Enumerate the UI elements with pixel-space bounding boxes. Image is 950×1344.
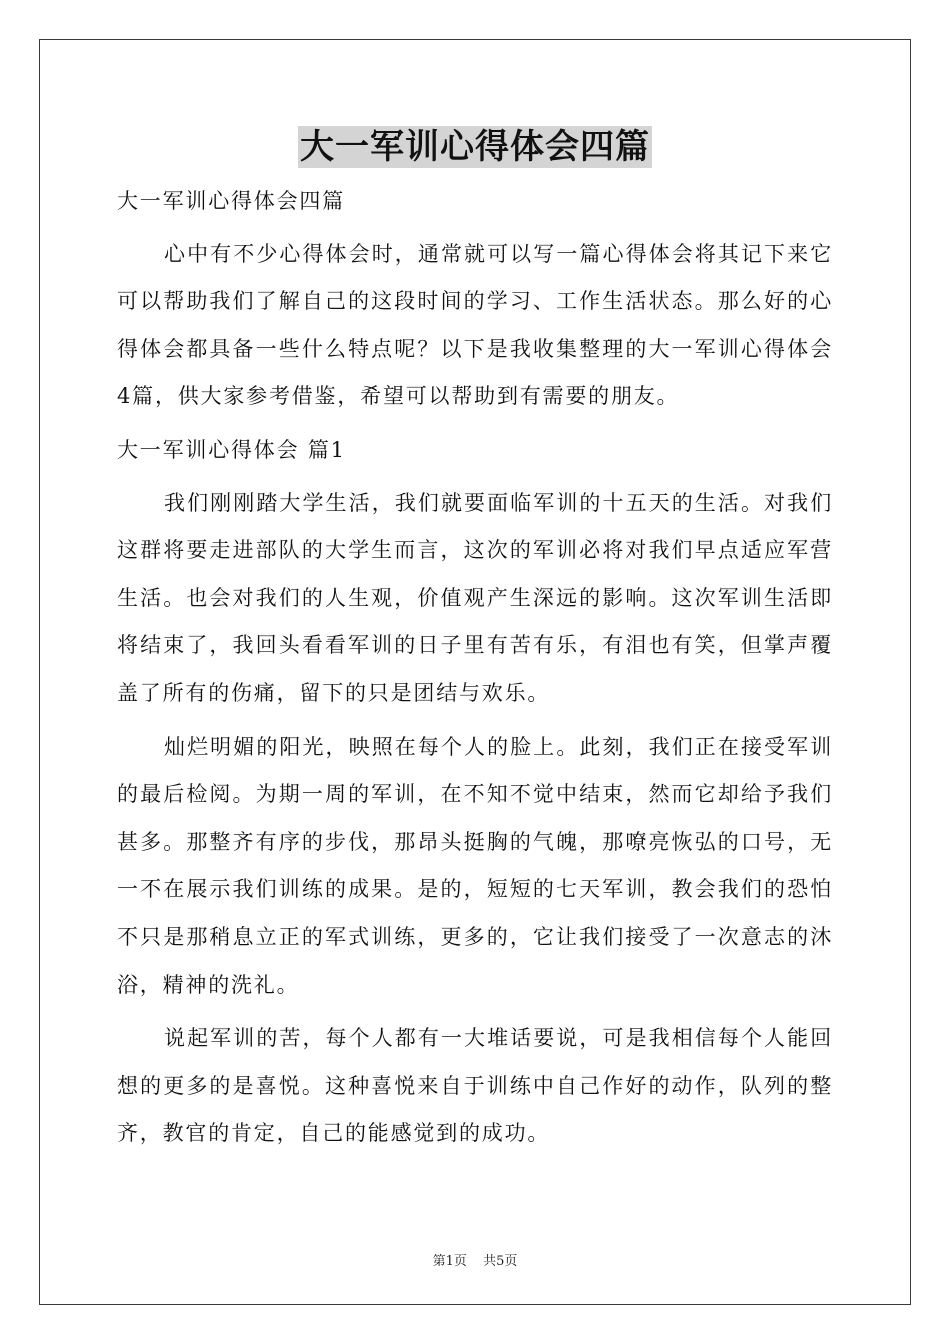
body-paragraph: 说起军训的苦，每个人都有一大堆话要说，可是我相信每个人能回想的更多的是喜悦。这种喜悦来自于训练中自己作好的动作，队列的整齐，教官的肯定，自己的能感觉到的成功。 (117, 1026, 833, 1146)
intro-paragraph: 心中有不少心得体会时，通常就可以写一篇心得体会将其记下来它可以帮助我们了解自己的这段时间的学习、工作生活状态。那么好的心得体会都具备一些什么特点呢？以下是我收集整理的大一军训心得体会4篇，供大家参考借鉴，希望可以帮助到有需要的朋友。 (117, 241, 833, 409)
page-footer (0, 1250, 950, 1269)
page-number-total: 共5页 (483, 1254, 518, 1269)
body-paragraph: 我们刚刚踏大学生活，我们就要面临军训的十五天的生活。对我们这群将要走进部队的大学生而言，这次的军训必将对我们早点适应军营生活。也会对我们的人生观，价值观产生深远的影响。这次军训生活即将结束了，我回头看看军训的日子里有苦有乐，有泪也有笑，但掌声覆盖了所有的伤痛，留下的只是团结与欢乐。 (117, 490, 833, 705)
document-body (117, 178, 833, 1164)
document-subtitle: 大一军训心得体会四篇 (117, 189, 345, 213)
page-number-current: 第1页 (432, 1254, 467, 1269)
section-heading: 大一军训心得体会 篇1 (117, 437, 346, 462)
document-title: 大一军训心得体会四篇 (300, 127, 650, 167)
body-paragraph: 灿烂明媚的阳光，映照在每个人的脸上。此刻，我们正在接受军训的最后检阅。为期一周的军训，在不知不觉中结束，然而它却给予我们甚多。那整齐有序的步伐，那昂头挺胸的气魄，那嘹亮恢弘的口号，无一不在展示我们训练的成果。是的，短短的七天军训，教会我们的恐怕不只是那稍息立正的军式训练，更多的，它让我们接受了一次意志的沐浴，精神的洗礼。 (117, 734, 833, 997)
title-container (0, 126, 950, 168)
